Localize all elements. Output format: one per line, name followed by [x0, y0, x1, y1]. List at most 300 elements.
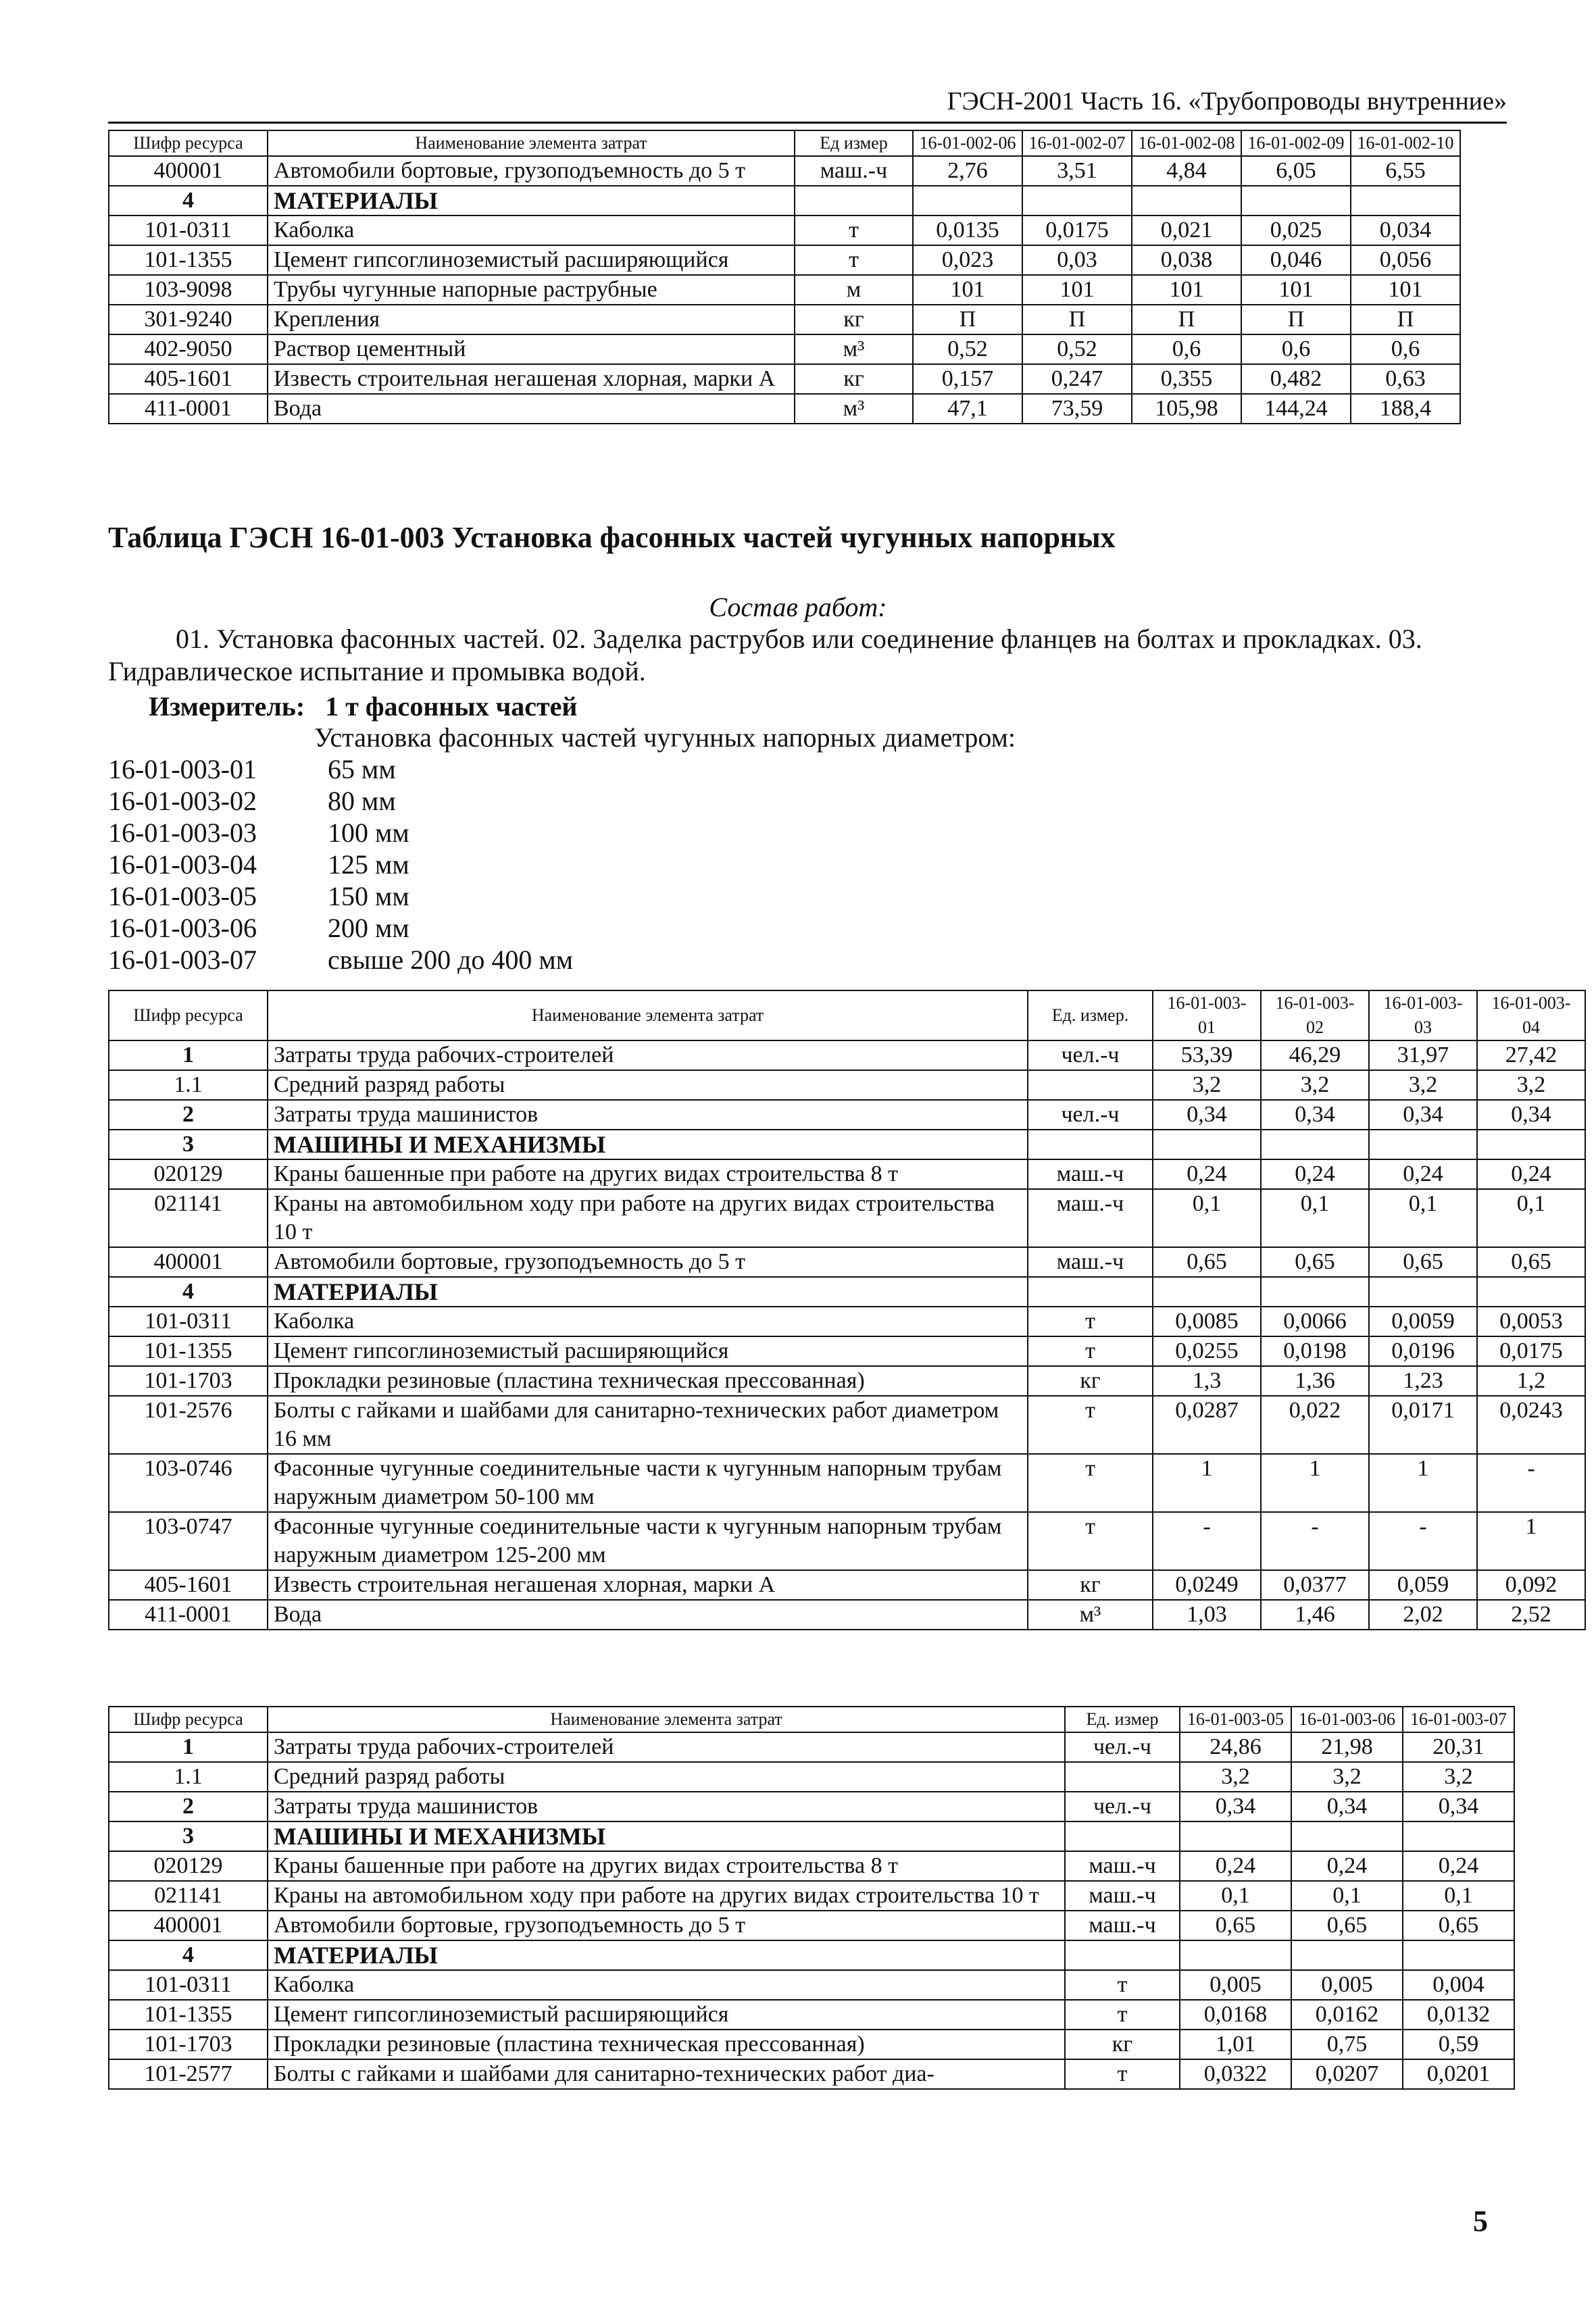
- resource-value: 101: [1022, 275, 1132, 305]
- resource-value: 1: [1153, 1454, 1261, 1512]
- resource-value: П: [1022, 305, 1132, 334]
- resource-name: Крепления: [268, 305, 795, 334]
- table-row: [109, 1732, 1514, 1762]
- resource-name: Цемент гипсоглиноземистый расширяющийся: [268, 2000, 1065, 2030]
- resource-name: Прокладки резиновые (пластина техническая прессованная): [268, 2030, 1065, 2059]
- resource-unit: маш.-ч: [1065, 1881, 1180, 1911]
- resource-code: 411-0001: [109, 1600, 268, 1630]
- resource-unit: [1065, 1762, 1180, 1792]
- resource-value: 1,2: [1477, 1366, 1585, 1396]
- table-row: [109, 1851, 1514, 1881]
- resource-name: Автомобили бортовые, грузоподъемность до 5 т: [268, 1247, 1028, 1277]
- resource-value: 0,1: [1477, 1189, 1585, 1247]
- resource-value: 0,1: [1291, 1881, 1403, 1911]
- table-row: [109, 1600, 1585, 1630]
- resource-value: 0,0249: [1153, 1570, 1261, 1600]
- page-header: [108, 81, 1507, 124]
- resource-value: [1180, 1940, 1291, 1970]
- resource-unit: чел.-ч: [1028, 1100, 1153, 1130]
- resource-name: Каболка: [268, 1970, 1065, 2000]
- column-header: 16-01-003-03: [1369, 990, 1477, 1040]
- resource-value: 0,0287: [1153, 1396, 1261, 1454]
- resource-value: 1,03: [1153, 1600, 1261, 1630]
- variant-item: [108, 944, 573, 976]
- resource-value: -: [1261, 1512, 1369, 1570]
- resource-value: 0,034: [1351, 216, 1460, 245]
- resource-name: Средний разряд работы: [268, 1762, 1065, 1792]
- resource-name: Затраты труда машинистов: [268, 1792, 1065, 1821]
- resource-code: 4: [109, 1277, 268, 1307]
- resource-value: 24,86: [1180, 1732, 1291, 1762]
- resource-value: 0,34: [1291, 1792, 1403, 1821]
- resource-value: 2,52: [1477, 1600, 1585, 1630]
- resource-value: 0,1: [1261, 1189, 1369, 1247]
- column-header: 16-01-003-05: [1180, 1707, 1291, 1732]
- table-row: [109, 1881, 1514, 1911]
- resource-value: 0,046: [1241, 245, 1351, 275]
- table-row: [109, 1570, 1585, 1600]
- resource-unit: кг: [795, 364, 913, 394]
- variants-heading: Установка фасонных частей чугунных напорных диаметром:: [314, 722, 1016, 753]
- resource-unit: м³: [795, 334, 913, 364]
- resource-value: П: [913, 305, 1022, 334]
- variant-item: [108, 817, 573, 849]
- meter-label: Измеритель:: [149, 691, 305, 722]
- resource-value: 1,36: [1261, 1366, 1369, 1396]
- resource-value: 3,51: [1022, 156, 1132, 186]
- resource-value: 0,34: [1403, 1792, 1514, 1821]
- resource-name: Краны башенные при работе на других видах строительства 8 т: [268, 1159, 1028, 1189]
- resource-value: [1403, 1940, 1514, 1970]
- resource-value: 0,0132: [1403, 2000, 1514, 2030]
- resource-value: 0,0196: [1369, 1336, 1477, 1366]
- resource-unit: т: [1065, 1970, 1180, 2000]
- table-row: [109, 156, 1460, 186]
- section-row: [109, 1940, 1514, 1970]
- column-header: Шифр ресурса: [109, 1707, 268, 1732]
- column-header: Наименование элемента затрат: [268, 1707, 1065, 1732]
- resource-unit: т: [1028, 1396, 1153, 1454]
- resource-unit: чел.-ч: [1028, 1040, 1153, 1070]
- resource-value: 0,025: [1241, 216, 1351, 245]
- resource-value: 0,52: [1022, 334, 1132, 364]
- resource-code: 101-0311: [109, 1307, 268, 1336]
- header-title: ГЭСН-2001 Часть 16. «Трубопроводы внутренние»: [947, 87, 1507, 116]
- resource-unit: маш.-ч: [1028, 1159, 1153, 1189]
- table-row: [109, 245, 1460, 275]
- resource-value: [913, 186, 1022, 216]
- resource-value: 0,0255: [1153, 1336, 1261, 1366]
- resource-value: 73,59: [1022, 394, 1132, 424]
- resource-name: Раствор цементный: [268, 334, 795, 364]
- table-row: [109, 1970, 1514, 2000]
- resource-value: 0,0053: [1477, 1307, 1585, 1336]
- resource-code: 4: [109, 1940, 268, 1970]
- resource-value: 1: [1477, 1512, 1585, 1570]
- resource-value: 46,29: [1261, 1040, 1369, 1070]
- table-row: [109, 1070, 1585, 1100]
- resource-table-16-01-003-a: [108, 990, 1586, 1630]
- resource-value: П: [1351, 305, 1460, 334]
- variant-code: 16-01-003-05: [108, 881, 257, 911]
- table-row: [109, 305, 1460, 334]
- header-row: [109, 130, 1460, 156]
- variant-item: [108, 880, 573, 912]
- resource-value: 3,2: [1153, 1070, 1261, 1100]
- resource-value: 6,55: [1351, 156, 1460, 186]
- resource-unit: маш.-ч: [1065, 1851, 1180, 1881]
- meter-value: 1 т фасонных частей: [325, 691, 578, 722]
- resource-value: 0,65: [1477, 1247, 1585, 1277]
- variant-desc: 80 мм: [328, 786, 396, 816]
- resource-value: 1,23: [1369, 1366, 1477, 1396]
- resource-unit: т: [1028, 1307, 1153, 1336]
- resource-value: 3,2: [1369, 1070, 1477, 1100]
- resource-value: [1241, 186, 1351, 216]
- resource-code: 301-9240: [109, 305, 268, 334]
- column-header: 16-01-002-09: [1241, 130, 1351, 156]
- resource-code: 020129: [109, 1159, 268, 1189]
- resource-value: 3,2: [1403, 1762, 1514, 1792]
- resource-value: 0,65: [1153, 1247, 1261, 1277]
- composition-text: 01. Установка фасонных частей. 02. Заделка раструбов или соединение фланцев на болтах и прокладках. 03. Гидравлическое испытание и промывка водой.: [108, 624, 1422, 686]
- resource-value: [1477, 1277, 1585, 1307]
- variant-desc: 125 мм: [328, 849, 409, 880]
- resource-code: 021141: [109, 1881, 268, 1911]
- resource-name: Затраты труда рабочих-строителей: [268, 1040, 1028, 1070]
- resource-value: 0,0243: [1477, 1396, 1585, 1454]
- resource-name: Трубы чугунные напорные раструбные: [268, 275, 795, 305]
- resource-value: 0,65: [1291, 1911, 1403, 1940]
- resource-value: 3,2: [1291, 1762, 1403, 1792]
- resource-value: 1,01: [1180, 2030, 1291, 2059]
- resource-code: 1.1: [109, 1762, 268, 1792]
- resource-value: 101: [1351, 275, 1460, 305]
- variant-item: [108, 912, 573, 944]
- resource-name: Каболка: [268, 1307, 1028, 1336]
- table-row: [109, 1762, 1514, 1792]
- resource-name: Каболка: [268, 216, 795, 245]
- variant-code: 16-01-003-07: [108, 945, 257, 975]
- resource-value: [1153, 1277, 1261, 1307]
- resource-code: 101-1355: [109, 2000, 268, 2030]
- resource-unit: [1065, 1821, 1180, 1851]
- resource-code: 101-2576: [109, 1396, 268, 1454]
- resource-value: 0,005: [1291, 1970, 1403, 2000]
- resource-value: 6,05: [1241, 156, 1351, 186]
- resource-value: 0,355: [1132, 364, 1241, 394]
- resource-value: 105,98: [1132, 394, 1241, 424]
- resource-value: 0,0085: [1153, 1307, 1261, 1336]
- resource-value: 0,0198: [1261, 1336, 1369, 1366]
- resource-value: [1369, 1277, 1477, 1307]
- header-row: [109, 990, 1585, 1040]
- resource-name: Краны на автомобильном ходу при работе на других видах строительства 10 т: [268, 1189, 1028, 1247]
- table-row: [109, 1512, 1585, 1570]
- resource-code: 1: [109, 1732, 268, 1762]
- resource-code: 4: [109, 186, 268, 216]
- resource-unit: т: [1028, 1336, 1153, 1366]
- table-row: [109, 2059, 1514, 2089]
- table-row: [109, 275, 1460, 305]
- section-row: [109, 1277, 1585, 1307]
- variant-desc: 150 мм: [328, 881, 409, 911]
- resource-value: 0,1: [1153, 1189, 1261, 1247]
- table-row: [109, 216, 1460, 245]
- resource-unit: чел.-ч: [1065, 1792, 1180, 1821]
- column-header: 16-01-002-06: [913, 130, 1022, 156]
- column-header: 16-01-002-10: [1351, 130, 1460, 156]
- column-header: 16-01-003-01: [1153, 990, 1261, 1040]
- column-header: Ед. измер.: [1028, 990, 1153, 1040]
- table-row: [109, 394, 1460, 424]
- resource-value: -: [1477, 1454, 1585, 1512]
- section-row: [109, 186, 1460, 216]
- resource-value: 0,038: [1132, 245, 1241, 275]
- resource-unit: м: [795, 275, 913, 305]
- resource-code: 103-9098: [109, 275, 268, 305]
- resource-unit: [1028, 1130, 1153, 1159]
- resource-value: 1,3: [1153, 1366, 1261, 1396]
- column-header: Шифр ресурса: [109, 990, 268, 1040]
- resource-code: 1: [109, 1040, 268, 1070]
- section-title: Таблица ГЭСН 16-01-003 Установка фасонных частей чугунных напорных: [108, 521, 1116, 554]
- resource-code: 405-1601: [109, 1570, 268, 1600]
- resource-value: 0,0201: [1403, 2059, 1514, 2089]
- header-row: [109, 1707, 1514, 1732]
- resource-code: 400001: [109, 1911, 268, 1940]
- table-row: [109, 1366, 1585, 1396]
- resource-value: 0,021: [1132, 216, 1241, 245]
- resource-value: 0,34: [1153, 1100, 1261, 1130]
- variant-code: 16-01-003-02: [108, 786, 257, 816]
- resource-value: 0,059: [1369, 1570, 1477, 1600]
- resource-unit: м³: [795, 394, 913, 424]
- resource-value: 0,75: [1291, 2030, 1403, 2059]
- resource-code: 411-0001: [109, 394, 268, 424]
- resource-value: 0,157: [913, 364, 1022, 394]
- column-header: 16-01-002-07: [1022, 130, 1132, 156]
- resource-value: 0,0175: [1477, 1336, 1585, 1366]
- resource-code: 103-0747: [109, 1512, 268, 1570]
- resource-unit: кг: [1028, 1366, 1153, 1396]
- column-header: Ед измер: [795, 130, 913, 156]
- variant-code: 16-01-003-04: [108, 849, 257, 880]
- resource-value: 0,004: [1403, 1970, 1514, 2000]
- resource-name: Известь строительная негашеная хлорная, марки А: [268, 1570, 1028, 1600]
- table-row: [109, 2030, 1514, 2059]
- resource-name: Фасонные чугунные соединительные части к чугунным напорным трубам наружным диаметром 125-200 мм: [268, 1512, 1028, 1570]
- resource-name: Краны на автомобильном ходу при работе на других видах строительства 10 т: [268, 1881, 1065, 1911]
- resource-code: 101-0311: [109, 216, 268, 245]
- resource-name: Краны башенные при работе на других видах строительства 8 т: [268, 1851, 1065, 1881]
- resource-value: 3,2: [1180, 1762, 1291, 1792]
- resource-name: Автомобили бортовые, грузоподъемность до 5 т: [268, 156, 795, 186]
- resource-value: 0,0162: [1291, 2000, 1403, 2030]
- variant-code: 16-01-003-03: [108, 818, 257, 848]
- resource-value: [1153, 1130, 1261, 1159]
- resource-value: [1261, 1277, 1369, 1307]
- composition-label: Состав работ:: [709, 592, 887, 622]
- resource-value: -: [1369, 1512, 1477, 1570]
- resource-value: 1,46: [1261, 1600, 1369, 1630]
- table-row: [109, 1454, 1585, 1512]
- table-row: [109, 364, 1460, 394]
- resource-unit: маш.-ч: [1028, 1247, 1153, 1277]
- resource-value: [1180, 1821, 1291, 1851]
- resource-value: 188,4: [1351, 394, 1460, 424]
- meter: [149, 690, 577, 722]
- resource-name: Средний разряд работы: [268, 1070, 1028, 1100]
- section-row: [109, 1821, 1514, 1851]
- resource-unit: м³: [1028, 1600, 1153, 1630]
- resource-value: 0,482: [1241, 364, 1351, 394]
- resource-value: 0,65: [1369, 1247, 1477, 1277]
- resource-code: 101-1703: [109, 1366, 268, 1396]
- resource-value: 0,65: [1180, 1911, 1291, 1940]
- variants-list: [108, 753, 573, 976]
- resource-code: 101-2577: [109, 2059, 268, 2089]
- resource-name: Автомобили бортовые, грузоподъемность до 5 т: [268, 1911, 1065, 1940]
- resource-code: 3: [109, 1821, 268, 1851]
- variant-item: [108, 753, 573, 785]
- resource-unit: [1028, 1277, 1153, 1307]
- variant-code: 16-01-003-01: [108, 754, 257, 784]
- resource-value: 0,0322: [1180, 2059, 1291, 2089]
- resource-value: 0,03: [1022, 245, 1132, 275]
- resource-value: 0,34: [1180, 1792, 1291, 1821]
- resource-value: 0,6: [1132, 334, 1241, 364]
- resource-unit: чел.-ч: [1065, 1732, 1180, 1762]
- page-number: 5: [1473, 2205, 1488, 2238]
- resource-unit: т: [1028, 1512, 1153, 1570]
- resource-value: 3,2: [1261, 1070, 1369, 1100]
- resource-unit: маш.-ч: [1065, 1911, 1180, 1940]
- table-row: [109, 1336, 1585, 1366]
- resource-value: 0,24: [1261, 1159, 1369, 1189]
- resource-value: 47,1: [913, 394, 1022, 424]
- resource-code: 2: [109, 1100, 268, 1130]
- resource-name: МАТЕРИАЛЫ: [268, 1940, 1065, 1970]
- resource-value: 0,022: [1261, 1396, 1369, 1454]
- table-row: [109, 1307, 1585, 1336]
- resource-name: Вода: [268, 394, 795, 424]
- resource-value: 0,24: [1403, 1851, 1514, 1881]
- resource-code: 101-1355: [109, 245, 268, 275]
- resource-value: 101: [1241, 275, 1351, 305]
- resource-name: Цемент гипсоглиноземистый расширяющийся: [268, 245, 795, 275]
- resource-value: 0,1: [1180, 1881, 1291, 1911]
- variant-desc: свыше 200 до 400 мм: [328, 945, 574, 975]
- resource-value: 0,1: [1403, 1881, 1514, 1911]
- column-header: 16-01-002-08: [1132, 130, 1241, 156]
- table-row: [109, 1159, 1585, 1189]
- resource-value: 0,0207: [1291, 2059, 1403, 2089]
- resource-value: 4,84: [1132, 156, 1241, 186]
- resource-code: 2: [109, 1792, 268, 1821]
- resource-value: 0,24: [1291, 1851, 1403, 1881]
- resource-unit: т: [1028, 1454, 1153, 1512]
- resource-unit: кг: [1028, 1570, 1153, 1600]
- variant-desc: 200 мм: [328, 913, 409, 943]
- variant-desc: 100 мм: [328, 818, 409, 848]
- table-row: [109, 1396, 1585, 1454]
- resource-unit: [1065, 1940, 1180, 1970]
- table-row: [109, 2000, 1514, 2030]
- resource-name: Болты с гайками и шайбами для санитарно-технических работ диаметром 16 мм: [268, 1396, 1028, 1454]
- resource-unit: т: [1065, 2000, 1180, 2030]
- table-row: [109, 1792, 1514, 1821]
- resource-code: 402-9050: [109, 334, 268, 364]
- resource-table-16-01-002: [108, 130, 1461, 424]
- resource-code: 020129: [109, 1851, 268, 1881]
- resource-value: 0,24: [1477, 1159, 1585, 1189]
- resource-code: 400001: [109, 1247, 268, 1277]
- resource-value: 31,97: [1369, 1040, 1477, 1070]
- resource-value: 2,02: [1369, 1600, 1477, 1630]
- variant-item: [108, 785, 573, 817]
- resource-value: 0,0175: [1022, 216, 1132, 245]
- resource-value: [1291, 1821, 1403, 1851]
- resource-value: 0,65: [1261, 1247, 1369, 1277]
- resource-value: [1369, 1130, 1477, 1159]
- resource-name: Прокладки резиновые (пластина техническая прессованная): [268, 1366, 1028, 1396]
- resource-value: [1477, 1130, 1585, 1159]
- resource-name: Фасонные чугунные соединительные части к чугунным напорным трубам наружным диаметром 50-100 мм: [268, 1454, 1028, 1512]
- resource-value: [1022, 186, 1132, 216]
- resource-code: 101-1703: [109, 2030, 268, 2059]
- resource-unit: т: [1065, 2059, 1180, 2089]
- column-header: 16-01-003-07: [1403, 1707, 1514, 1732]
- resource-value: П: [1241, 305, 1351, 334]
- column-header: Наименование элемента затрат: [268, 130, 795, 156]
- resource-table-16-01-003-b: [108, 1706, 1515, 2090]
- resource-value: -: [1153, 1512, 1261, 1570]
- resource-value: 0,0377: [1261, 1570, 1369, 1600]
- resource-name: Вода: [268, 1600, 1028, 1630]
- resource-name: МАТЕРИАЛЫ: [268, 1277, 1028, 1307]
- resource-value: 0,023: [913, 245, 1022, 275]
- resource-value: 21,98: [1291, 1732, 1403, 1762]
- resource-code: 101-0311: [109, 1970, 268, 2000]
- resource-code: 103-0746: [109, 1454, 268, 1512]
- resource-unit: маш.-ч: [1028, 1189, 1153, 1247]
- resource-value: 3,2: [1477, 1070, 1585, 1100]
- resource-value: 0,24: [1153, 1159, 1261, 1189]
- table-row: [109, 1189, 1585, 1247]
- column-header: Наименование элемента затрат: [268, 990, 1028, 1040]
- resource-code: 3: [109, 1130, 268, 1159]
- resource-unit: т: [795, 245, 913, 275]
- table-row: [109, 1247, 1585, 1277]
- resource-unit: [1028, 1070, 1153, 1100]
- resource-value: 0,056: [1351, 245, 1460, 275]
- resource-name: Цемент гипсоглиноземистый расширяющийся: [268, 1336, 1028, 1366]
- resource-name: Болты с гайками и шайбами для санитарно-технических работ диа-: [268, 2059, 1065, 2089]
- resource-value: П: [1132, 305, 1241, 334]
- resource-value: 0,34: [1369, 1100, 1477, 1130]
- resource-value: 0,247: [1022, 364, 1132, 394]
- variant-item: [108, 849, 573, 880]
- resource-value: 27,42: [1477, 1040, 1585, 1070]
- variant-desc: 65 мм: [328, 754, 396, 784]
- resource-unit: маш.-ч: [795, 156, 913, 186]
- resource-name: МАШИНЫ И МЕХАНИЗМЫ: [268, 1130, 1028, 1159]
- resource-value: 20,31: [1403, 1732, 1514, 1762]
- resource-value: 1: [1369, 1454, 1477, 1512]
- resource-value: 0,092: [1477, 1570, 1585, 1600]
- resource-unit: т: [795, 216, 913, 245]
